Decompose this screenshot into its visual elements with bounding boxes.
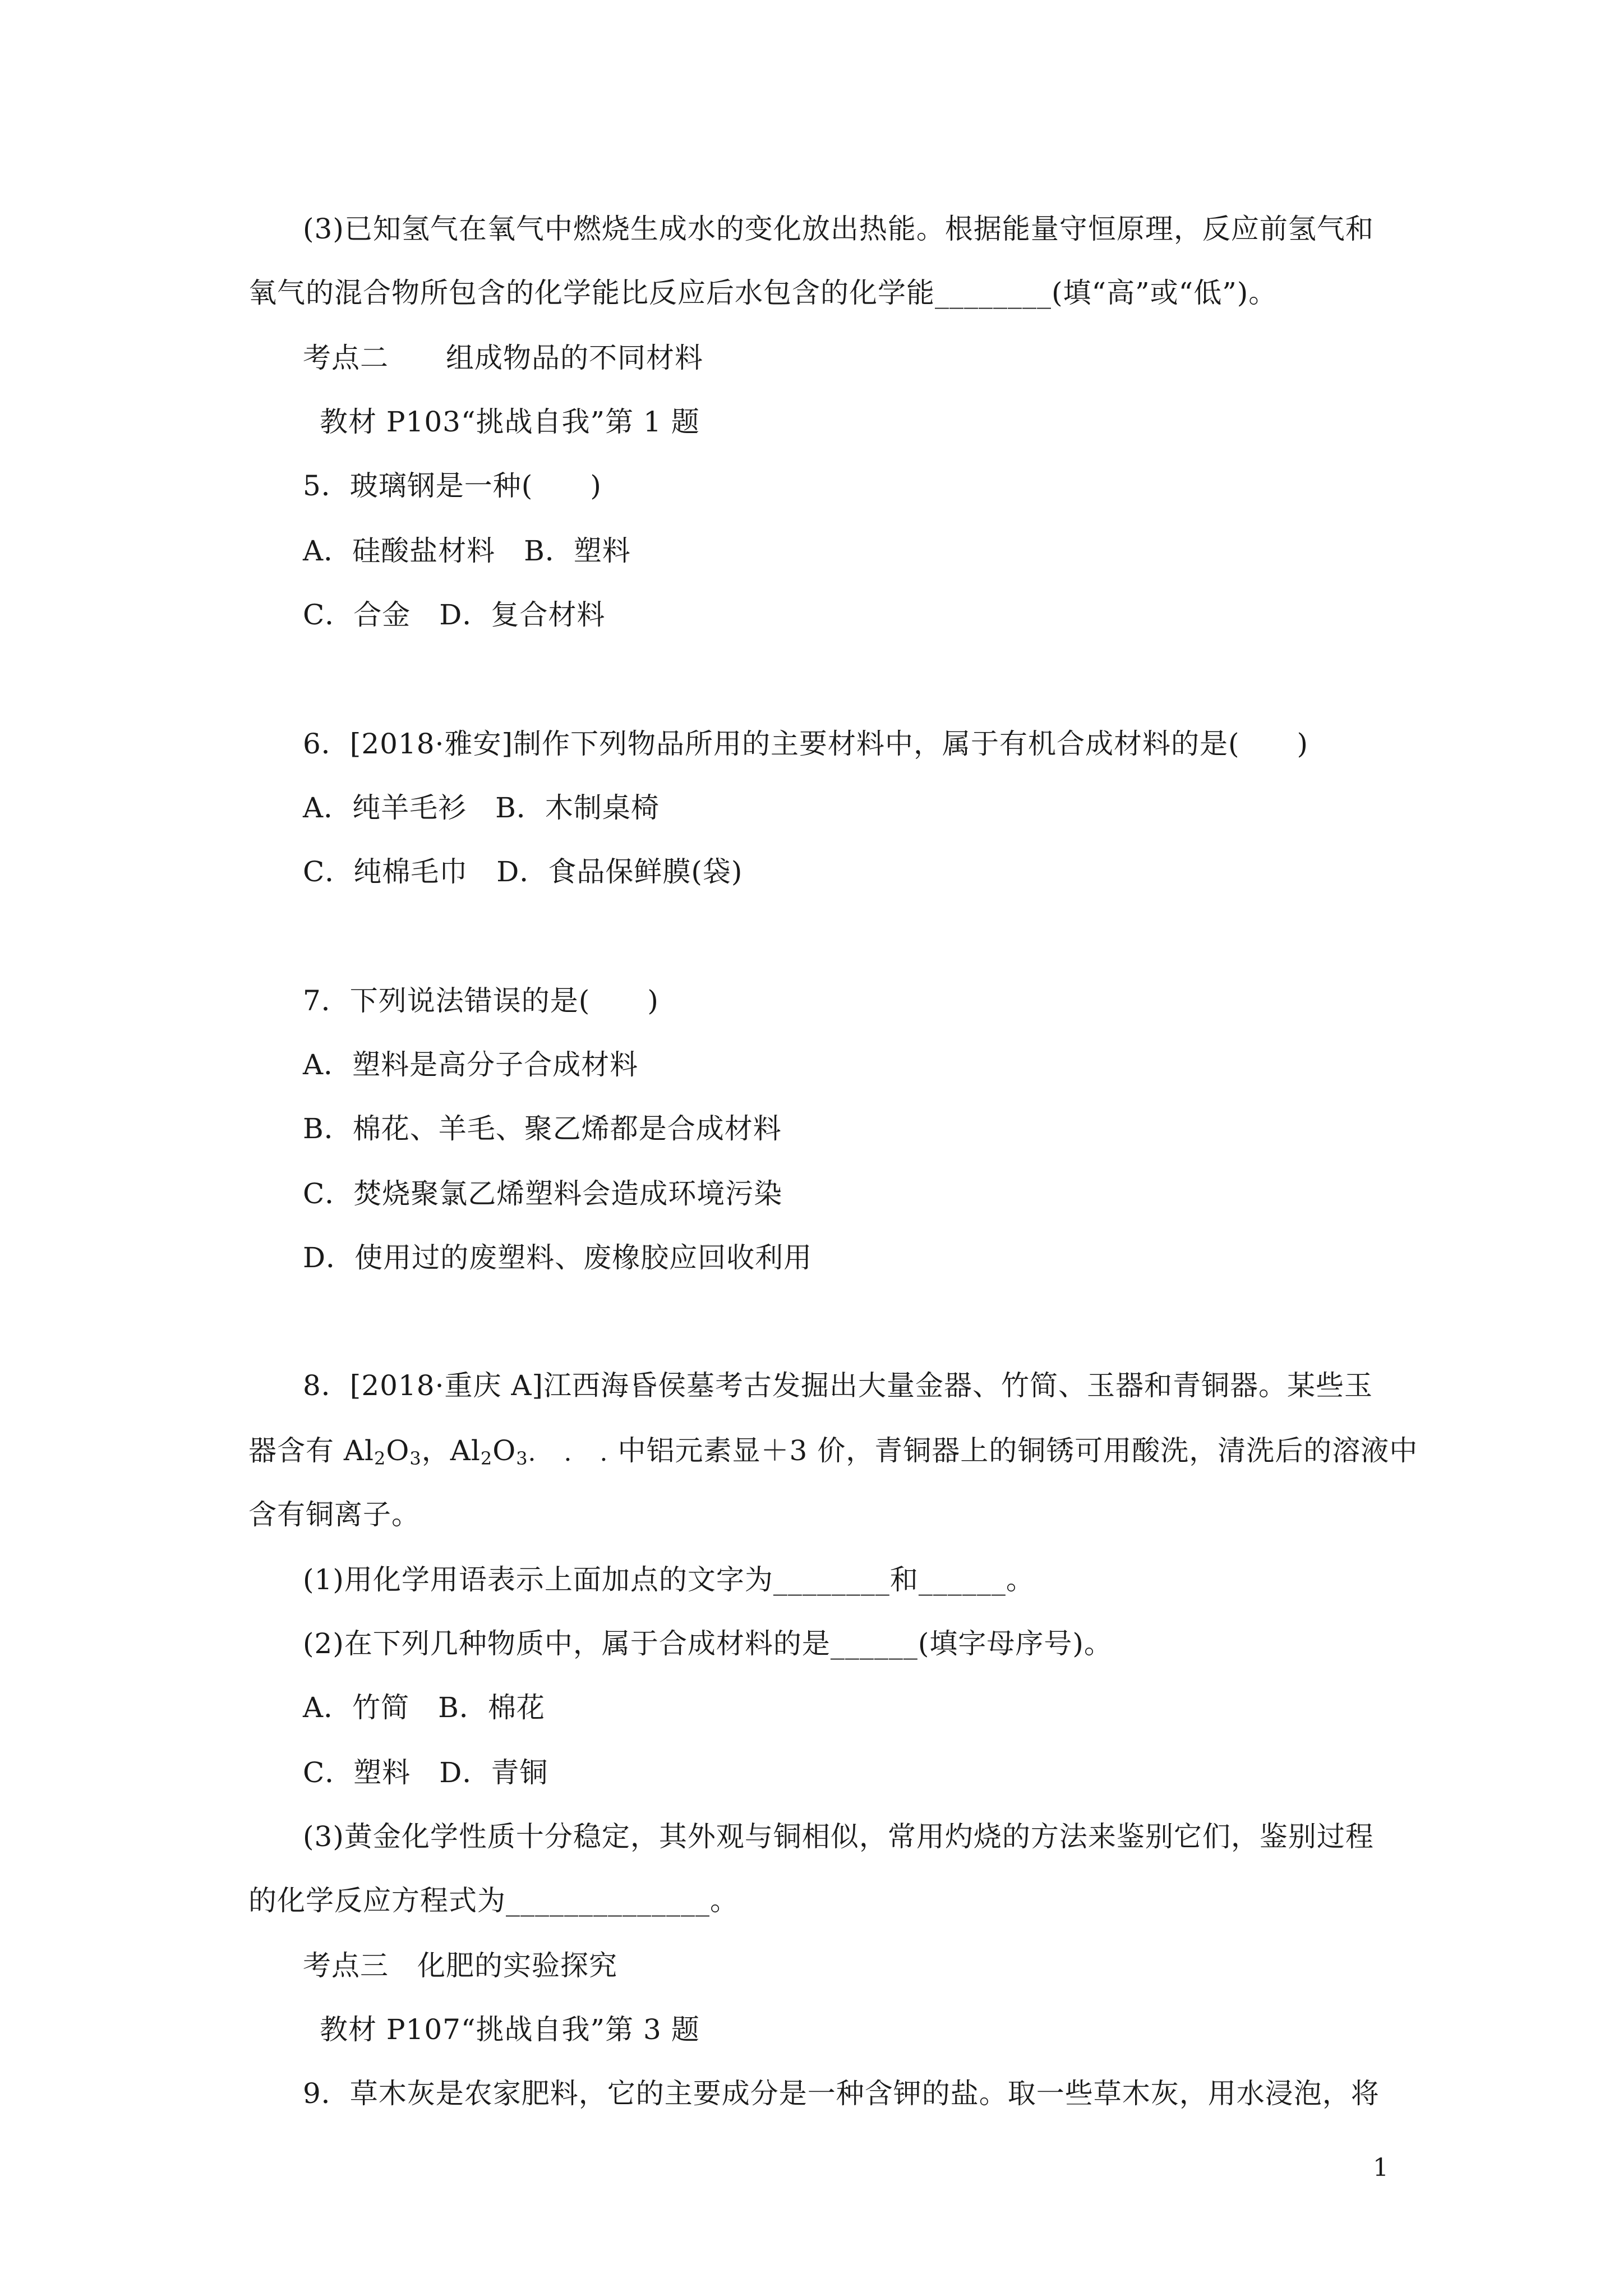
text-segment: 中铝元素显＋3 价，青铜器上的铜锈可用酸洗，清洗后的溶液中 (617, 1434, 1418, 1467)
q4-part3-line1: (3)已知氢气在氧气中燃烧生成水的变化放出热能。根据能量守恒原理，反应前氢气和 (303, 213, 1374, 245)
textbook-reference-1: 教材 P103“挑战自我”第 1 题 (320, 406, 700, 438)
question-6-options-ab: A．纯羊毛衫 B．木制桌椅 (303, 792, 660, 824)
question-5-stem: 5．玻璃钢是一种( ) (303, 470, 602, 502)
question-8-stem-line1: 8．[2018·重庆 A]江西海昏侯墓考古发掘出大量金器、竹简、玉器和青铜器。某些玉 (303, 1369, 1373, 1402)
text-segment: ，Al (421, 1434, 481, 1467)
text-segment: 器含有 Al (248, 1434, 374, 1467)
question-5-options-ab: A．硅酸盐材料 B．塑料 (303, 535, 631, 567)
subscript: 3 (516, 1448, 528, 1469)
text-segment: O (386, 1434, 410, 1467)
subscript: 3 (409, 1448, 422, 1469)
page-number: 1 (1373, 2154, 1389, 2182)
question-6-stem: 6．[2018·雅安]制作下列物品所用的主要材料中，属于有机合成材料的是( ) (303, 728, 1308, 760)
question-8-part2-options-ab: A．竹简 B．棉花 (303, 1691, 545, 1724)
question-7-option-a: A．塑料是高分子合成材料 (303, 1048, 639, 1081)
question-6-options-cd: C．纯棉毛巾 D．食品保鲜膜(袋) (303, 855, 743, 888)
textbook-reference-2: 教材 P107“挑战自我”第 3 题 (320, 2013, 700, 2046)
subscript: 2 (480, 1448, 493, 1469)
text-segment: O (492, 1434, 517, 1467)
question-5-options-cd: C．合金 D．复合材料 (303, 599, 606, 631)
question-8-part3-line1: (3)黄金化学性质十分稳定，其外观与铜相似，常用灼烧的方法来鉴别它们，鉴别过程 (303, 1820, 1374, 1853)
question-7-option-b: B．棉花、羊毛、聚乙烯都是合成材料 (303, 1112, 782, 1145)
question-8-part2: (2)在下列几种物质中，属于合成材料的是______(填字母序号)。 (303, 1627, 1113, 1660)
question-8-stem-line3: 含有铜离子。 (248, 1498, 420, 1531)
question-8-stem-line2 (248, 1434, 1418, 1477)
section-heading-3: 考点三 化肥的实验探究 (303, 1949, 617, 1982)
emphasis-dots: · · · (528, 1446, 618, 1474)
section-heading-2: 考点二 组成物品的不同材料 (303, 342, 703, 374)
question-9-stem: 9．草木灰是农家肥料，它的主要成分是一种含钾的盐。取一些草木灰，用水浸泡，将 (303, 2077, 1380, 2110)
q4-part3-line2: 氧气的混合物所包含的化学能比反应后水包含的化学能________(填“高”或“低”)。 (248, 277, 1278, 309)
question-7-stem: 7．下列说法错误的是( ) (303, 984, 659, 1017)
question-8-part3-line2: 的化学反应方程式为______________。 (248, 1884, 739, 1917)
question-8-part1: (1)用化学用语表示上面加点的文字为________和______。 (303, 1563, 1035, 1596)
question-7-option-d: D．使用过的废塑料、废橡胶应回收利用 (303, 1241, 813, 1274)
subscript: 2 (374, 1448, 386, 1469)
question-8-part2-options-cd: C．塑料 D．青铜 (303, 1756, 548, 1789)
question-7-option-c: C．焚烧聚氯乙烯塑料会造成环境污染 (303, 1177, 783, 1210)
